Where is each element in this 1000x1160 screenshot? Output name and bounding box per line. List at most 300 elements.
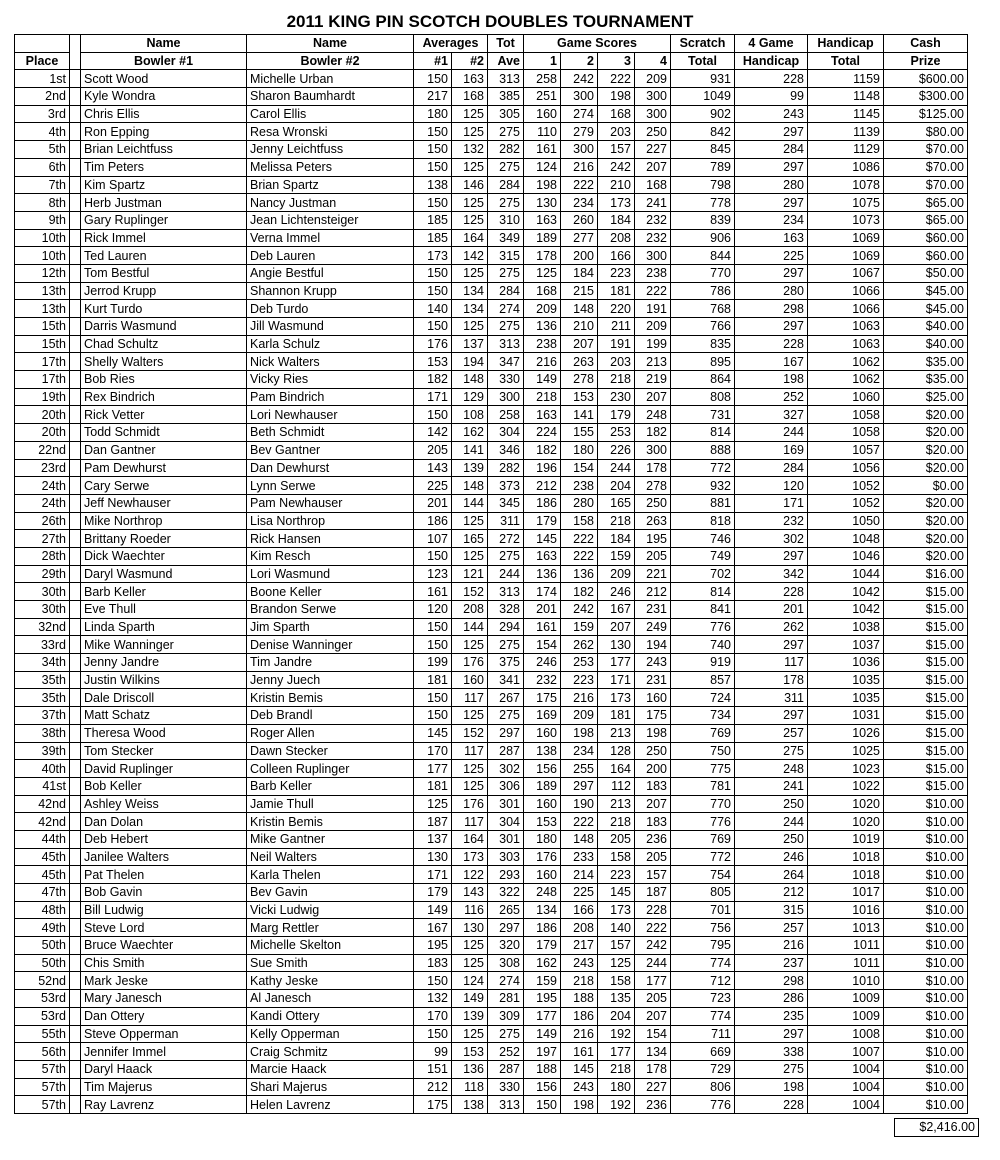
table-row xyxy=(15,300,968,318)
column-gap xyxy=(70,158,81,176)
column-gap xyxy=(70,919,81,937)
prize-cell: $15.00 xyxy=(884,671,968,689)
game1-cell: 196 xyxy=(524,459,561,477)
avg1-cell: 150 xyxy=(414,636,452,654)
scratch-total-cell: 902 xyxy=(671,105,735,123)
bowler2-cell: Lori Newhauser xyxy=(247,406,414,424)
prize-cell: $20.00 xyxy=(884,494,968,512)
game3-cell: 213 xyxy=(598,724,635,742)
bowler2-cell: Deb Turdo xyxy=(247,300,414,318)
place-cell: 29th xyxy=(15,565,70,583)
game4-cell: 198 xyxy=(635,724,671,742)
game1-cell: 186 xyxy=(524,494,561,512)
avg2-cell: 137 xyxy=(452,335,488,353)
ave-cell: 313 xyxy=(488,70,524,88)
column-gap xyxy=(70,406,81,424)
column-gap xyxy=(70,848,81,866)
bowler2-cell: Jenny Juech xyxy=(247,671,414,689)
avg2-cell: 144 xyxy=(452,494,488,512)
bowler2-cell: Michelle Skelton xyxy=(247,937,414,955)
bowler2-cell: Dawn Stecker xyxy=(247,742,414,760)
column-gap xyxy=(70,830,81,848)
ave-cell: 275 xyxy=(488,158,524,176)
handicap-cell: 99 xyxy=(735,88,808,106)
game4-cell: 187 xyxy=(635,884,671,902)
scratch-total-cell: 769 xyxy=(671,830,735,848)
handicap-cell: 228 xyxy=(735,335,808,353)
handicap-total-cell: 1073 xyxy=(808,211,884,229)
ave-cell: 310 xyxy=(488,211,524,229)
bowler2-header-top: Name xyxy=(247,35,414,53)
handicap-cell: 234 xyxy=(735,211,808,229)
prize-cell: $20.00 xyxy=(884,530,968,548)
header-row-top xyxy=(15,35,968,53)
game3-cell: 165 xyxy=(598,494,635,512)
game4-cell: 191 xyxy=(635,300,671,318)
table-row xyxy=(15,264,968,282)
handicap-cell: 216 xyxy=(735,937,808,955)
game2-cell: 148 xyxy=(561,300,598,318)
game4-cell: 194 xyxy=(635,636,671,654)
ave-cell: 345 xyxy=(488,494,524,512)
table-row xyxy=(15,1078,968,1096)
place-cell: 8th xyxy=(15,194,70,212)
handicap-total-cell: 1066 xyxy=(808,282,884,300)
place-cell: 23rd xyxy=(15,459,70,477)
avg2-cell: 194 xyxy=(452,353,488,371)
game1-cell: 232 xyxy=(524,671,561,689)
bowler2-cell: Jean Lichtensteiger xyxy=(247,211,414,229)
place-cell: 33rd xyxy=(15,636,70,654)
game4-cell: 278 xyxy=(635,477,671,495)
prize-cell: $15.00 xyxy=(884,707,968,725)
table-row xyxy=(15,530,968,548)
scratch-total-cell: 789 xyxy=(671,158,735,176)
place-cell: 49th xyxy=(15,919,70,937)
prize-cell: $40.00 xyxy=(884,318,968,336)
avg1-cell: 185 xyxy=(414,229,452,247)
game3-cell: 244 xyxy=(598,459,635,477)
bowler2-cell: Colleen Ruplinger xyxy=(247,760,414,778)
place-cell: 20th xyxy=(15,406,70,424)
bowler2-cell: Carol Ellis xyxy=(247,105,414,123)
game3-cell: 157 xyxy=(598,141,635,159)
game4-cell: 183 xyxy=(635,813,671,831)
avg1-cell: 150 xyxy=(414,123,452,141)
column-gap xyxy=(70,813,81,831)
game4-cell: 300 xyxy=(635,105,671,123)
avg2-cell: 162 xyxy=(452,424,488,442)
avg1-cell: 170 xyxy=(414,742,452,760)
column-gap xyxy=(70,459,81,477)
table-row xyxy=(15,247,968,265)
scratch-total-cell: 729 xyxy=(671,1060,735,1078)
handicap-cell: 244 xyxy=(735,424,808,442)
prize-cell: $0.00 xyxy=(884,477,968,495)
avg1-cell: 99 xyxy=(414,1043,452,1061)
column-gap xyxy=(70,760,81,778)
bowler1-cell: Daryl Wasmund xyxy=(81,565,247,583)
game1-cell: 138 xyxy=(524,742,561,760)
ave-cell: 304 xyxy=(488,424,524,442)
game1-cell: 178 xyxy=(524,247,561,265)
avg2-cell: 148 xyxy=(452,477,488,495)
bowler1-header-top: Name xyxy=(81,35,247,53)
bowler2-cell: Roger Allen xyxy=(247,724,414,742)
prize-cell: $10.00 xyxy=(884,813,968,831)
table-row xyxy=(15,654,968,672)
ave-cell: 315 xyxy=(488,247,524,265)
game3-header: 3 xyxy=(598,52,635,70)
game3-cell: 246 xyxy=(598,583,635,601)
game3-cell: 168 xyxy=(598,105,635,123)
avg1-cell: 195 xyxy=(414,937,452,955)
prize-cell: $10.00 xyxy=(884,901,968,919)
column-gap xyxy=(70,990,81,1008)
game1-cell: 153 xyxy=(524,813,561,831)
avg2-cell: 125 xyxy=(452,158,488,176)
column-gap xyxy=(70,707,81,725)
column-gap xyxy=(70,937,81,955)
bowler1-cell: Pat Thelen xyxy=(81,866,247,884)
avg2-cell: 160 xyxy=(452,671,488,689)
bowler2-cell: Shari Majerus xyxy=(247,1078,414,1096)
game2-cell: 182 xyxy=(561,583,598,601)
avg2-cell: 125 xyxy=(452,954,488,972)
table-row xyxy=(15,441,968,459)
scratch-total-cell: 766 xyxy=(671,318,735,336)
game3-cell: 218 xyxy=(598,512,635,530)
bowler1-cell: Kurt Turdo xyxy=(81,300,247,318)
ave-cell: 309 xyxy=(488,1007,524,1025)
ave-cell: 349 xyxy=(488,229,524,247)
game2-cell: 233 xyxy=(561,848,598,866)
ave-cell: 252 xyxy=(488,1043,524,1061)
bowler1-cell: Tom Bestful xyxy=(81,264,247,282)
avg2-cell: 152 xyxy=(452,583,488,601)
prize-cell: $20.00 xyxy=(884,441,968,459)
column-gap xyxy=(70,229,81,247)
game2-cell: 262 xyxy=(561,636,598,654)
prize-cell: $15.00 xyxy=(884,689,968,707)
game1-cell: 125 xyxy=(524,264,561,282)
bowler2-cell: Lori Wasmund xyxy=(247,565,414,583)
bowler2-cell: Marcie Haack xyxy=(247,1060,414,1078)
place-cell: 12th xyxy=(15,264,70,282)
column-gap xyxy=(70,866,81,884)
game4-cell: 249 xyxy=(635,618,671,636)
place-cell: 39th xyxy=(15,742,70,760)
handicap-cell: 243 xyxy=(735,105,808,123)
handicap-total-cell: 1036 xyxy=(808,654,884,672)
avg2-cell: 125 xyxy=(452,1025,488,1043)
ave-cell: 302 xyxy=(488,760,524,778)
handicap-cell: 311 xyxy=(735,689,808,707)
handicap-total-cell: 1022 xyxy=(808,777,884,795)
handicap-total-cell: 1052 xyxy=(808,494,884,512)
avg1-cell: 142 xyxy=(414,424,452,442)
avg2-cell: 141 xyxy=(452,441,488,459)
prize-cell: $10.00 xyxy=(884,1025,968,1043)
place-cell: 15th xyxy=(15,335,70,353)
avg1-cell: 153 xyxy=(414,353,452,371)
handicap-total-cell: 1069 xyxy=(808,229,884,247)
game4-cell: 213 xyxy=(635,353,671,371)
bowler2-cell: Brian Spartz xyxy=(247,176,414,194)
game4-cell: 222 xyxy=(635,282,671,300)
game3-cell: 223 xyxy=(598,866,635,884)
handicap-cell: 275 xyxy=(735,742,808,760)
avg2-header: #2 xyxy=(452,52,488,70)
bowler1-cell: Ashley Weiss xyxy=(81,795,247,813)
scratch-total-cell: 778 xyxy=(671,194,735,212)
avg2-cell: 164 xyxy=(452,830,488,848)
column-gap xyxy=(70,583,81,601)
game1-cell: 176 xyxy=(524,848,561,866)
prize-cell: $60.00 xyxy=(884,247,968,265)
avg2-cell: 125 xyxy=(452,636,488,654)
ave-cell: 258 xyxy=(488,406,524,424)
ave-cell: 275 xyxy=(488,264,524,282)
column-gap xyxy=(70,194,81,212)
ave-cell: 274 xyxy=(488,972,524,990)
prize-cell: $15.00 xyxy=(884,760,968,778)
game4-cell: 182 xyxy=(635,424,671,442)
scratch-total-cell: 756 xyxy=(671,919,735,937)
scratch-total-cell: 895 xyxy=(671,353,735,371)
bowler1-cell: Ray Lavrenz xyxy=(81,1096,247,1114)
game4-cell: 205 xyxy=(635,547,671,565)
avg1-cell: 150 xyxy=(414,707,452,725)
table-row xyxy=(15,194,968,212)
column-gap xyxy=(70,547,81,565)
table-row xyxy=(15,105,968,123)
place-cell: 28th xyxy=(15,547,70,565)
handicap-total-cell: 1145 xyxy=(808,105,884,123)
bowler2-cell: Al Janesch xyxy=(247,990,414,1008)
avg2-cell: 165 xyxy=(452,530,488,548)
ave-cell: 301 xyxy=(488,830,524,848)
game4-cell: 250 xyxy=(635,123,671,141)
handicap-cell: 275 xyxy=(735,1060,808,1078)
ave-cell: 297 xyxy=(488,724,524,742)
handicap-total-cell: 1035 xyxy=(808,689,884,707)
handicap-total-cell: 1009 xyxy=(808,990,884,1008)
averages-header: Averages xyxy=(414,35,488,53)
bowler2-cell: Kim Resch xyxy=(247,547,414,565)
handicap-cell: 280 xyxy=(735,176,808,194)
handicap-total-cell: 1017 xyxy=(808,884,884,902)
game4-cell: 232 xyxy=(635,229,671,247)
avg2-cell: 125 xyxy=(452,211,488,229)
handicap-total-cell: 1086 xyxy=(808,158,884,176)
handicap-total-cell: 1062 xyxy=(808,353,884,371)
avg2-cell: 149 xyxy=(452,990,488,1008)
game1-cell: 189 xyxy=(524,229,561,247)
ave-cell: 297 xyxy=(488,919,524,937)
avg2-cell: 130 xyxy=(452,919,488,937)
prize-cell: $20.00 xyxy=(884,424,968,442)
table-row xyxy=(15,1096,968,1114)
table-row xyxy=(15,123,968,141)
game3-cell: 140 xyxy=(598,919,635,937)
prize-cell: $10.00 xyxy=(884,884,968,902)
handicap-cell: 257 xyxy=(735,919,808,937)
game1-cell: 154 xyxy=(524,636,561,654)
table-row xyxy=(15,901,968,919)
prize-cell: $10.00 xyxy=(884,972,968,990)
handicap-total-cell: 1035 xyxy=(808,671,884,689)
game1-cell: 212 xyxy=(524,477,561,495)
handicap-cell: 117 xyxy=(735,654,808,672)
bowler1-cell: Rick Vetter xyxy=(81,406,247,424)
column-gap xyxy=(70,300,81,318)
game3-cell: 203 xyxy=(598,123,635,141)
game2-cell: 200 xyxy=(561,247,598,265)
game2-cell: 214 xyxy=(561,866,598,884)
game1-cell: 195 xyxy=(524,990,561,1008)
bowler1-cell: Darris Wasmund xyxy=(81,318,247,336)
handicap-cell: 250 xyxy=(735,795,808,813)
avg1-cell: 150 xyxy=(414,689,452,707)
game1-cell: 168 xyxy=(524,282,561,300)
table-row xyxy=(15,707,968,725)
place-cell: 40th xyxy=(15,760,70,778)
table-row xyxy=(15,512,968,530)
handicap-total-cell: 1026 xyxy=(808,724,884,742)
game3-cell: 210 xyxy=(598,176,635,194)
game4-cell: 207 xyxy=(635,1007,671,1025)
place-cell: 27th xyxy=(15,530,70,548)
bowler1-cell: Rick Immel xyxy=(81,229,247,247)
bowler1-cell: Brian Leichtfuss xyxy=(81,141,247,159)
handicap-total-cell: 1139 xyxy=(808,123,884,141)
place-cell: 10th xyxy=(15,247,70,265)
bowler1-cell: Herb Justman xyxy=(81,194,247,212)
game4-cell: 200 xyxy=(635,760,671,778)
handicap-cell: 257 xyxy=(735,724,808,742)
avg1-cell: 150 xyxy=(414,282,452,300)
scratch-total-cell: 841 xyxy=(671,601,735,619)
prize-cell: $300.00 xyxy=(884,88,968,106)
handicap-total-cell: 1129 xyxy=(808,141,884,159)
handicap-cell: 284 xyxy=(735,459,808,477)
ave-cell: 347 xyxy=(488,353,524,371)
prize-cell: $15.00 xyxy=(884,742,968,760)
table-row xyxy=(15,742,968,760)
game2-cell: 223 xyxy=(561,671,598,689)
game2-cell: 274 xyxy=(561,105,598,123)
game1-cell: 163 xyxy=(524,547,561,565)
game3-cell: 203 xyxy=(598,353,635,371)
place-cell: 52nd xyxy=(15,972,70,990)
avg1-cell: 181 xyxy=(414,777,452,795)
handicap-header-top: Handicap xyxy=(808,35,884,53)
game4-cell: 207 xyxy=(635,158,671,176)
ave-cell: 311 xyxy=(488,512,524,530)
game4-cell: 228 xyxy=(635,901,671,919)
game3-cell: 180 xyxy=(598,1078,635,1096)
game3-cell: 128 xyxy=(598,742,635,760)
scratch-total-cell: 770 xyxy=(671,795,735,813)
handicap-cell: 297 xyxy=(735,264,808,282)
scratch-total-cell: 798 xyxy=(671,176,735,194)
game3-cell: 223 xyxy=(598,264,635,282)
game2-cell: 300 xyxy=(561,141,598,159)
column-gap xyxy=(70,689,81,707)
ave-cell: 282 xyxy=(488,459,524,477)
avg1-cell: 150 xyxy=(414,406,452,424)
ave-cell: 284 xyxy=(488,282,524,300)
place-cell: 17th xyxy=(15,353,70,371)
game4-cell: 300 xyxy=(635,88,671,106)
game4-cell: 207 xyxy=(635,388,671,406)
game4-cell: 242 xyxy=(635,937,671,955)
avg1-cell: 145 xyxy=(414,724,452,742)
game4-cell: 178 xyxy=(635,1060,671,1078)
handicap-cell: 297 xyxy=(735,1025,808,1043)
scratch-total-cell: 749 xyxy=(671,547,735,565)
handicap-cell: 342 xyxy=(735,565,808,583)
avg2-cell: 125 xyxy=(452,264,488,282)
bowler1-cell: Chad Schultz xyxy=(81,335,247,353)
avg2-cell: 134 xyxy=(452,300,488,318)
game2-cell: 263 xyxy=(561,353,598,371)
game1-cell: 218 xyxy=(524,388,561,406)
handicap-cell: 327 xyxy=(735,406,808,424)
ave-cell: 287 xyxy=(488,742,524,760)
ave-cell: 313 xyxy=(488,335,524,353)
header-row-bottom xyxy=(15,52,968,70)
results-body xyxy=(15,70,968,1114)
game2-cell: 280 xyxy=(561,494,598,512)
place-cell: 22nd xyxy=(15,441,70,459)
avg2-cell: 132 xyxy=(452,141,488,159)
table-row xyxy=(15,335,968,353)
prize-total: $2,416.00 xyxy=(894,1118,979,1137)
scratch-total-cell: 754 xyxy=(671,866,735,884)
handicap-cell: 297 xyxy=(735,158,808,176)
ave-cell: 267 xyxy=(488,689,524,707)
avg1-cell: 137 xyxy=(414,830,452,848)
game2-cell: 234 xyxy=(561,194,598,212)
game1-cell: 130 xyxy=(524,194,561,212)
bowler1-cell: Jenny Jandre xyxy=(81,654,247,672)
scratch-total-cell: 702 xyxy=(671,565,735,583)
game2-cell: 279 xyxy=(561,123,598,141)
prize-cell: $50.00 xyxy=(884,264,968,282)
bowler2-cell: Kandi Ottery xyxy=(247,1007,414,1025)
bowler1-cell: Mary Janesch xyxy=(81,990,247,1008)
bowler2-cell: Neil Walters xyxy=(247,848,414,866)
scratch-header-top: Scratch xyxy=(671,35,735,53)
place-cell: 38th xyxy=(15,724,70,742)
game3-cell: 198 xyxy=(598,88,635,106)
table-row xyxy=(15,972,968,990)
handicap-total-header: Total xyxy=(808,52,884,70)
place-cell: 35th xyxy=(15,671,70,689)
avg2-cell: 208 xyxy=(452,601,488,619)
avg1-cell: 217 xyxy=(414,88,452,106)
game3-cell: 158 xyxy=(598,848,635,866)
ave-cell: 373 xyxy=(488,477,524,495)
table-row xyxy=(15,229,968,247)
handicap-cell: 228 xyxy=(735,70,808,88)
place-cell: 15th xyxy=(15,318,70,336)
handicap-cell: 198 xyxy=(735,371,808,389)
game2-cell: 215 xyxy=(561,282,598,300)
scratch-total-cell: 814 xyxy=(671,583,735,601)
